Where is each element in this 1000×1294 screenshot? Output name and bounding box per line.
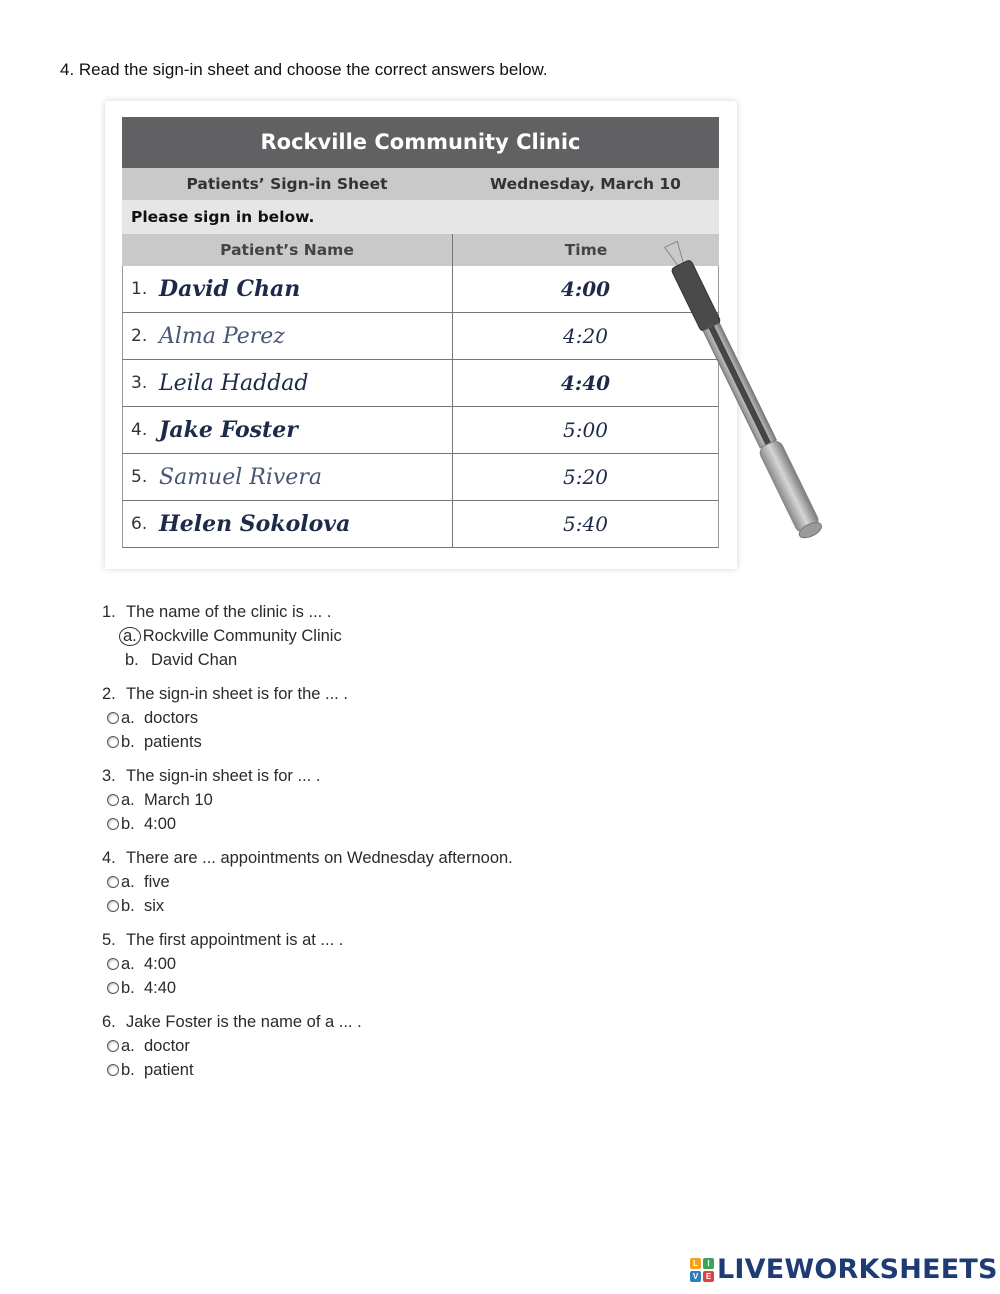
question-2: [102, 683, 513, 754]
sign-in-time: 4:40: [560, 371, 611, 395]
option-letter: b.: [121, 897, 135, 915]
question-number: 6.: [102, 1013, 116, 1031]
patient-signature: Helen Sokolova: [159, 511, 351, 537]
questions: [102, 601, 513, 1093]
sheet-row: [122, 266, 719, 313]
clinic-title: Rockville Community Clinic: [122, 117, 719, 168]
question-1: [102, 601, 513, 672]
option-letter: b.: [121, 815, 135, 833]
option-text: patients: [144, 733, 202, 751]
option-text: patient: [144, 1061, 194, 1079]
row-number: 5.: [131, 467, 148, 487]
question-number: 1.: [102, 603, 116, 621]
liveworksheets-logo[interactable]: [690, 1254, 998, 1285]
radio-button[interactable]: [107, 794, 119, 806]
patient-signature: Leila Haddad: [159, 370, 309, 396]
option-b[interactable]: [102, 976, 513, 1000]
question-stem: The sign-in sheet is for the ... .: [126, 685, 348, 703]
sign-in-time: 5:40: [563, 512, 608, 536]
option-text: Rockville Community Clinic: [142, 627, 342, 645]
sheet-subtitle: Patients’ Sign-in Sheet: [186, 175, 388, 193]
option-a[interactable]: [102, 870, 513, 894]
sign-in-sheet: [122, 117, 719, 548]
column-header-time: Time: [564, 241, 608, 259]
circled-answer-letter: a.: [119, 627, 141, 646]
row-number: 4.: [131, 420, 148, 440]
option-text: doctors: [144, 709, 199, 727]
option-b[interactable]: [102, 894, 513, 918]
option-text: March 10: [144, 791, 213, 809]
option-text: 4:00: [144, 955, 177, 973]
sheet-header-row: [122, 234, 719, 266]
option-text: doctor: [144, 1037, 190, 1055]
option-a[interactable]: [102, 952, 513, 976]
option-a[interactable]: [102, 706, 513, 730]
question-number: 3.: [102, 767, 116, 785]
patient-signature: Alma Perez: [159, 323, 285, 349]
sign-in-time: 4:00: [560, 277, 611, 301]
sheet-date: Wednesday, March 10: [490, 175, 681, 193]
radio-button[interactable]: [107, 982, 119, 994]
sheet-row: [122, 454, 719, 501]
question-3: [102, 765, 513, 836]
sheet-row: [122, 313, 719, 360]
sheet-subtitle-row: [122, 168, 719, 200]
row-number: 3.: [131, 373, 148, 393]
question-number: 5.: [102, 931, 116, 949]
question-number: 4.: [102, 849, 116, 867]
sign-in-sheet-image: [105, 101, 737, 569]
option-b[interactable]: [102, 730, 513, 754]
option-text: five: [144, 873, 170, 891]
option-a[interactable]: [102, 624, 513, 648]
sheet-row: [122, 407, 719, 454]
radio-button[interactable]: [107, 736, 119, 748]
sheet-instruction: Please sign in below.: [122, 200, 719, 234]
row-number: 1.: [131, 279, 148, 299]
option-letter: a.: [121, 873, 135, 891]
sheet-row: [122, 501, 719, 548]
option-letter: b.: [121, 733, 135, 751]
radio-button[interactable]: [107, 1064, 119, 1076]
option-b[interactable]: [102, 812, 513, 836]
option-b[interactable]: [102, 1058, 513, 1082]
option-text: David Chan: [151, 651, 238, 669]
sheet-row: [122, 360, 719, 407]
option-letter: b.: [121, 1061, 135, 1079]
logo-mark-cell: V: [690, 1271, 701, 1282]
question-stem: Jake Foster is the name of a ... .: [126, 1013, 362, 1031]
question-5: [102, 929, 513, 1000]
question-stem: The sign-in sheet is for ... .: [126, 767, 321, 785]
radio-button[interactable]: [107, 1040, 119, 1052]
patient-signature: Jake Foster: [159, 417, 298, 443]
option-text: six: [144, 897, 165, 915]
option-letter: a.: [121, 955, 135, 973]
question-6: [102, 1011, 513, 1082]
logo-mark-cell: L: [690, 1258, 701, 1269]
radio-button[interactable]: [107, 818, 119, 830]
question-4: [102, 847, 513, 918]
logo-text: LIVEWORKSHEETS: [717, 1254, 998, 1285]
question-stem: The name of the clinic is ... .: [126, 603, 332, 621]
patient-signature: David Chan: [159, 276, 301, 302]
patient-signature: Samuel Rivera: [159, 464, 322, 490]
option-a[interactable]: [102, 1034, 513, 1058]
option-letter: a.: [121, 709, 135, 727]
sign-in-time: 4:20: [563, 324, 608, 348]
sign-in-time: 5:20: [563, 465, 608, 489]
option-letter: b.: [121, 979, 135, 997]
logo-mark-icon: [690, 1258, 714, 1282]
radio-button[interactable]: [107, 712, 119, 724]
option-letter: b.: [125, 651, 139, 669]
row-number: 2.: [131, 326, 148, 346]
column-header-name: Patient’s Name: [122, 234, 453, 266]
radio-button[interactable]: [107, 876, 119, 888]
radio-button[interactable]: [107, 900, 119, 912]
radio-button[interactable]: [107, 958, 119, 970]
row-number: 6.: [131, 514, 148, 534]
logo-mark-cell: E: [703, 1271, 714, 1282]
option-b[interactable]: [102, 648, 513, 672]
sign-in-time: 5:00: [563, 418, 608, 442]
option-letter: a.: [121, 1037, 135, 1055]
instruction-text: 4. Read the sign-in sheet and choose the correct answers below.: [60, 60, 548, 79]
question-number: 2.: [102, 685, 116, 703]
pen-illustration: [655, 220, 830, 565]
option-letter: a.: [121, 791, 135, 809]
logo-mark-cell: I: [703, 1258, 714, 1269]
question-stem: The first appointment is at ... .: [126, 931, 344, 949]
option-text: 4:00: [144, 815, 177, 833]
option-a[interactable]: [102, 788, 513, 812]
option-text: 4:40: [144, 979, 177, 997]
question-stem: There are ... appointments on Wednesday afternoon.: [126, 849, 513, 867]
